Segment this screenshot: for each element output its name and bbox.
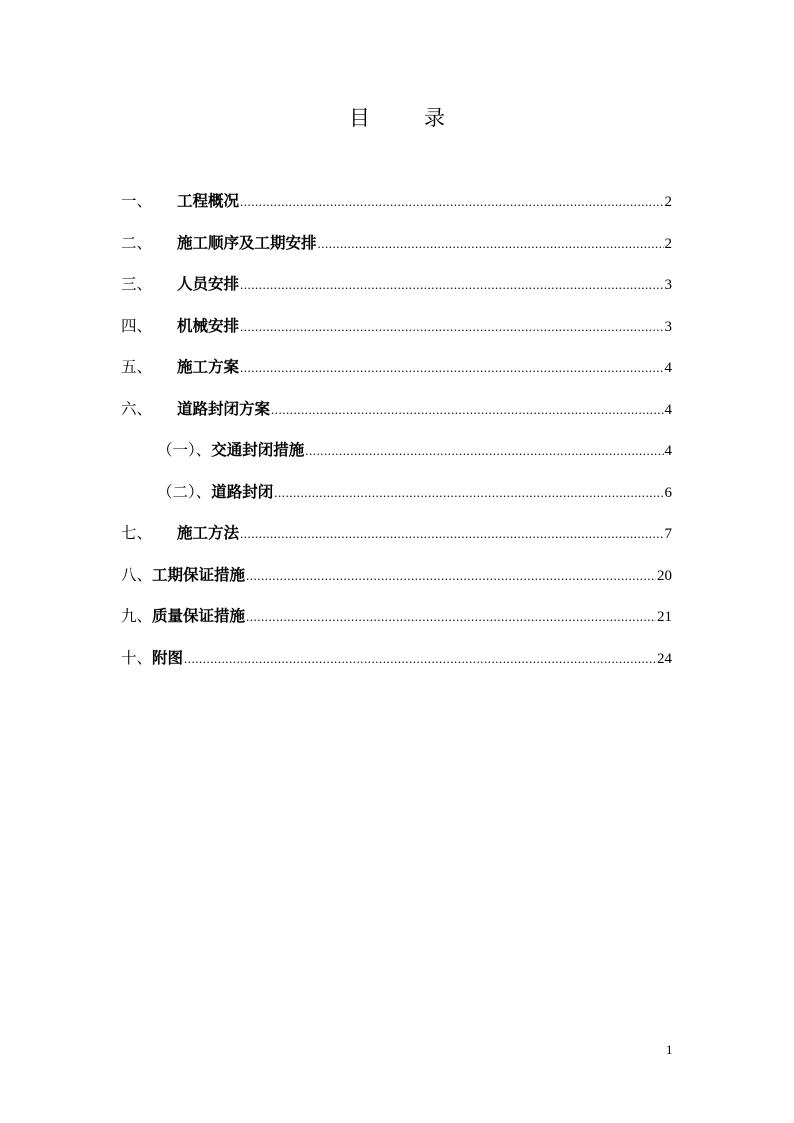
toc-entry-number: 四、 [121,316,153,335]
toc-entry-8[interactable] [121,561,672,603]
page-number: 1 [666,1042,673,1057]
toc-subentry-2[interactable] [121,478,672,520]
toc-entry-7[interactable] [121,519,672,561]
toc-entry-number: 十、 [121,648,153,667]
toc-entry-10[interactable] [121,644,672,686]
toc-leader-dots [246,562,656,590]
toc-entry-title: 质量保证措施 [152,606,246,625]
toc-leader-dots [274,479,663,507]
toc-leader-dots [240,520,663,548]
toc-leader-dots [240,271,663,299]
toc-leader-dots [240,188,663,216]
toc-entry-title: 交通封闭措施 [211,440,305,459]
toc-entry-number: 二、 [121,233,153,252]
title-char-2: 录 [424,106,445,130]
toc-entry-page: 4 [664,443,672,459]
toc-entry-page: 7 [664,526,672,542]
toc-leader-dots [318,230,664,258]
toc-entry-9[interactable] [121,602,672,644]
toc-entry-page: 3 [664,277,672,293]
toc-entry-1[interactable] [121,187,672,229]
toc-entry-title: 机械安排 [177,315,240,335]
toc-entry-number: （二）、 [157,482,212,501]
toc-entry-title: 道路封闭方案 [177,398,271,418]
toc-entry-number: （一）、 [157,441,212,459]
toc-entry-page: 3 [664,318,672,335]
toc-entry-number: 五、 [121,358,153,376]
toc-entry-6[interactable] [121,395,672,437]
toc-entry-number: 一、 [121,192,153,210]
toc-entry-5[interactable] [121,353,672,395]
toc-entry-number: 八、 [121,565,153,584]
toc-leader-dots [246,603,656,631]
toc-entry-number: 七、 [121,524,153,542]
title-char-1: 目 [349,106,370,130]
toc-entry-number: 九、 [121,607,153,625]
toc-entry-page: 2 [664,194,672,210]
toc-entry-page: 24 [657,650,672,667]
toc-leader-dots [240,354,663,382]
toc-entry-page: 6 [664,484,672,501]
toc-entry-title: 工期保证措施 [152,564,246,584]
toc-entry-title: 施工方案 [177,357,240,376]
toc-entry-3[interactable] [121,270,672,312]
toc-leader-dots [271,396,663,424]
toc-entry-title: 人员安排 [177,274,240,293]
toc-leader-dots [305,437,663,465]
toc-entry-title: 施工方法 [177,523,240,542]
toc-entry-number: 三、 [121,275,153,293]
toc-entry-title: 附图 [152,647,184,667]
toc-subentry-1[interactable] [121,436,672,478]
toc-entry-page: 2 [664,235,672,252]
toc-entry-page: 21 [657,609,672,625]
table-of-contents [121,187,672,685]
toc-entry-page: 4 [664,401,672,418]
toc-entry-page: 20 [657,567,672,584]
toc-entry-title: 道路封闭 [211,481,274,501]
toc-leader-dots [240,313,663,341]
toc-entry-title: 工程概况 [177,191,240,210]
toc-entry-4[interactable] [121,312,672,354]
toc-leader-dots [184,645,656,673]
page-title [0,104,794,132]
toc-entry-title: 施工顺序及工期安排 [177,232,317,252]
toc-entry-page: 4 [664,360,672,376]
toc-entry-number: 六、 [121,399,153,418]
toc-entry-2[interactable] [121,229,672,271]
